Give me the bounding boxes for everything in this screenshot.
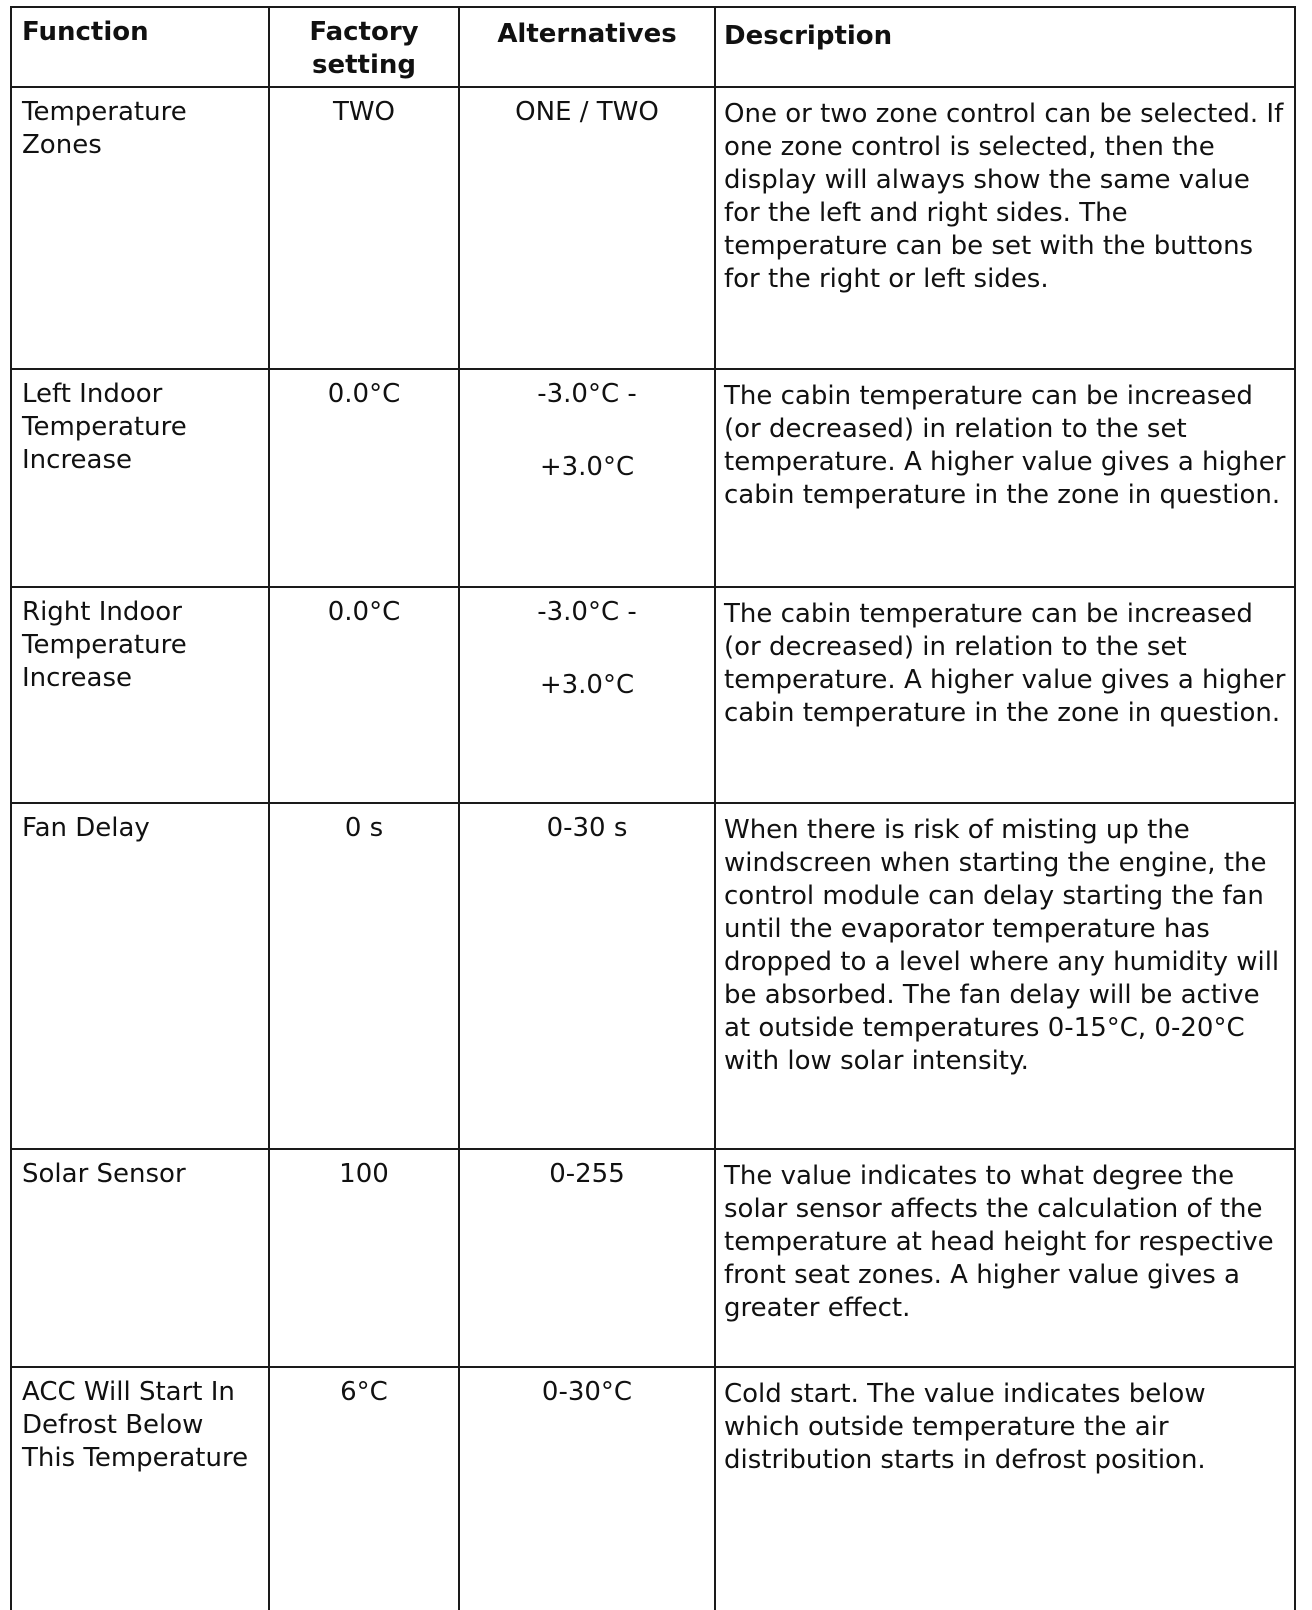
- header-function-label: Function: [22, 17, 149, 47]
- table-row: [10, 86, 1296, 370]
- factory-setting-value: 0.0°C: [327, 597, 401, 627]
- factory-setting-cell: [268, 370, 458, 588]
- description-cell: [714, 1368, 1296, 1610]
- function-text: Left Indoor Temperature Increase: [22, 379, 187, 475]
- function-text: Right Indoor Temperature Increase: [22, 597, 187, 693]
- alternatives-range-end: +3.0°C: [539, 670, 635, 700]
- alternatives-spacer: [464, 411, 710, 451]
- alternatives-value: 0-255: [549, 1159, 625, 1189]
- table-row: [10, 1148, 1296, 1368]
- alternatives-cell: [458, 1368, 714, 1610]
- function-text: Fan Delay: [22, 813, 150, 843]
- description-text: When there is risk of misting up the windscreen when starting the engine, the control module can delay starting the fan until the evaporator temperature has dropped to a level where any humidity will be absorbed. The fan delay will be active at outside temperatures 0-15°C, 0-20°C with low solar intensity.: [724, 815, 1280, 1076]
- alternatives-spacer: [464, 629, 710, 669]
- header-description: [714, 8, 1296, 88]
- description-text: The value indicates to what degree the solar sensor affects the calculation of the temperature at head height for respective front seat zones. A higher value gives a greater effect.: [724, 1161, 1274, 1323]
- description-text: Cold start. The value indicates below which outside temperature the air distribution starts in defrost position.: [724, 1379, 1206, 1475]
- function-cell: [10, 588, 268, 804]
- description-cell: [714, 1150, 1296, 1368]
- alternatives-cell: [458, 588, 714, 804]
- function-cell: [10, 370, 268, 588]
- description-cell: [714, 588, 1296, 804]
- factory-setting-cell: [268, 1368, 458, 1610]
- factory-setting-value: 100: [339, 1159, 389, 1189]
- header-factory-setting: [268, 8, 458, 88]
- factory-setting-value: 6°C: [340, 1377, 388, 1407]
- alternatives-cell: [458, 804, 714, 1150]
- factory-setting-cell: [268, 88, 458, 370]
- table-row: [10, 586, 1296, 804]
- alternatives-cell: [458, 88, 714, 370]
- table-row: [10, 368, 1296, 588]
- function-cell: [10, 804, 268, 1150]
- function-text: Temperature Zones: [22, 97, 187, 160]
- function-text: Solar Sensor: [22, 1159, 186, 1189]
- function-cell: [10, 88, 268, 370]
- description-cell: [714, 804, 1296, 1150]
- alternatives-value: 0-30 s: [546, 813, 628, 843]
- function-text: ACC Will Start In Defrost Below This Temperature: [22, 1377, 249, 1473]
- factory-setting-cell: [268, 1150, 458, 1368]
- header-factory-line2: setting: [312, 50, 416, 80]
- factory-setting-cell: [268, 804, 458, 1150]
- alternatives-range-end: +3.0°C: [539, 452, 635, 482]
- description-text: The cabin temperature can be increased (or decreased) in relation to the set temperature. A higher value gives a higher cabin temperature in the zone in question.: [724, 381, 1286, 510]
- alternatives-cell: [458, 370, 714, 588]
- alternatives-cell: [458, 1150, 714, 1368]
- settings-table: [10, 6, 1296, 1608]
- function-cell: [10, 1368, 268, 1610]
- header-alternatives: [458, 8, 714, 88]
- description-cell: [714, 88, 1296, 370]
- alternatives-range-start: -3.0°C -: [537, 379, 637, 409]
- alternatives-value: ONE / TWO: [515, 97, 659, 127]
- description-text: The cabin temperature can be increased (or decreased) in relation to the set temperature. A higher value gives a higher cabin temperature in the zone in question.: [724, 599, 1286, 728]
- factory-setting-value: 0 s: [344, 813, 384, 843]
- alternatives-range-start: -3.0°C -: [537, 597, 637, 627]
- description-text: One or two zone control can be selected. If one zone control is selected, then the display will always show the same value for the left and right sides. The temperature can be set with the buttons for the right or left sides.: [724, 99, 1284, 294]
- table-header-row: [10, 6, 1296, 88]
- factory-setting-cell: [268, 588, 458, 804]
- header-alternatives-label: Alternatives: [497, 19, 677, 49]
- header-factory-line1: Factory: [309, 17, 419, 47]
- header-description-label: Description: [724, 21, 893, 51]
- header-function: [10, 8, 268, 88]
- alternatives-value: 0-30°C: [541, 1377, 633, 1407]
- table-row: [10, 802, 1296, 1150]
- factory-setting-value: TWO: [332, 97, 396, 127]
- factory-setting-value: 0.0°C: [327, 379, 401, 409]
- description-cell: [714, 370, 1296, 588]
- function-cell: [10, 1150, 268, 1368]
- table-row: [10, 1366, 1296, 1610]
